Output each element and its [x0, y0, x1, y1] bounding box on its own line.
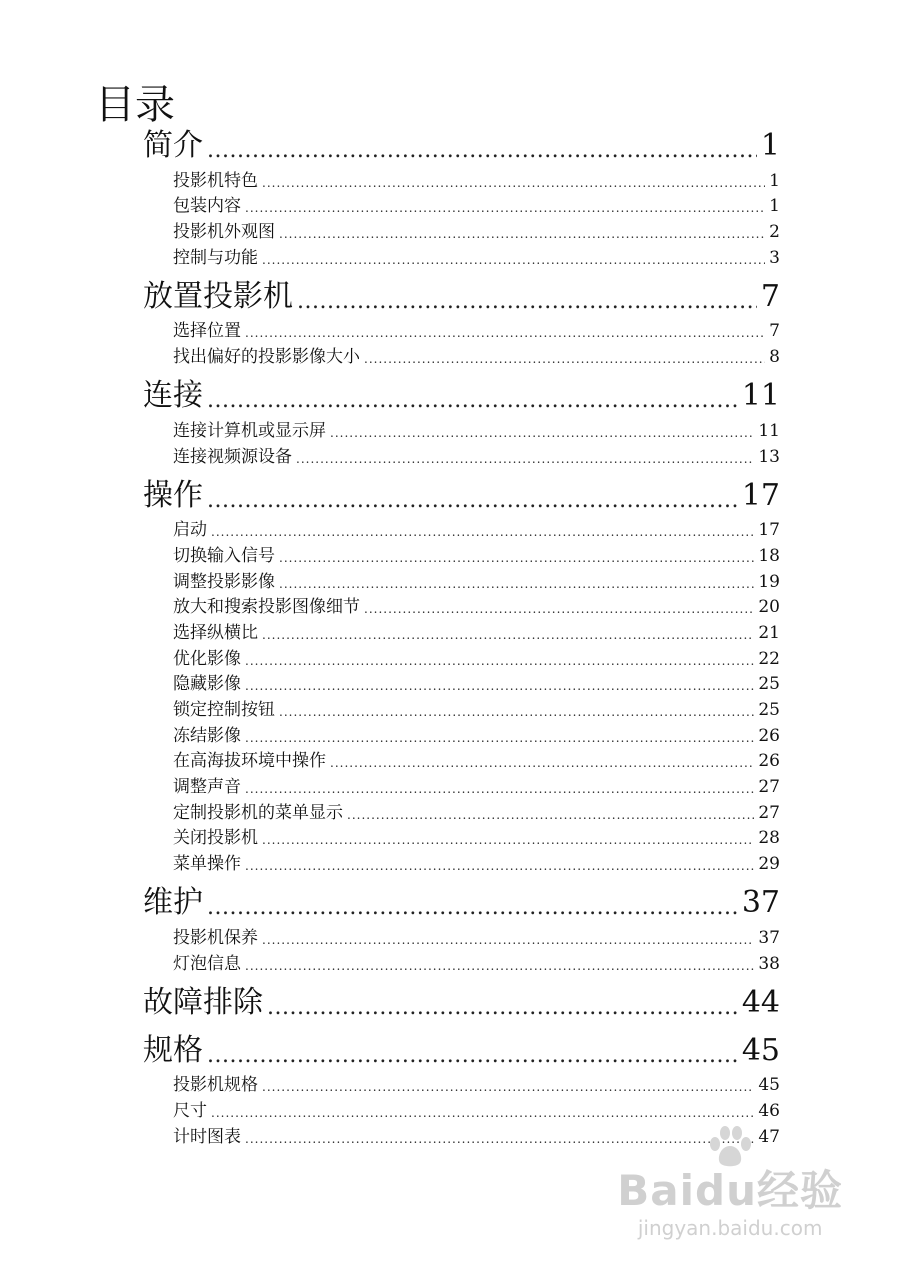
toc-subsection-entry[interactable] — [143, 949, 780, 975]
dot-leader — [262, 1078, 754, 1096]
toc-subsection-entry[interactable] — [143, 567, 780, 593]
toc-subsection-entry[interactable] — [143, 516, 780, 542]
subsection-title: 优化影像 — [173, 648, 241, 669]
dot-leader — [364, 600, 754, 618]
subsection-title: 选择纵横比 — [173, 622, 258, 643]
dot-leader — [245, 677, 754, 695]
subsection-title: 定制投影机的菜单显示 — [173, 802, 343, 823]
subsection-title: 包装内容 — [173, 196, 241, 217]
toc-subsection-list — [143, 923, 780, 974]
dot-leader — [262, 931, 754, 949]
dot-leader — [330, 754, 754, 772]
dot-leader — [245, 1130, 754, 1148]
paw-icon — [705, 1124, 755, 1170]
subsection-title: 连接计算机或显示屏 — [173, 420, 326, 441]
subsection-page-number: 17 — [758, 520, 780, 541]
toc-subsection-entry[interactable] — [143, 541, 780, 567]
subsection-title: 连接视频源设备 — [173, 446, 292, 467]
toc-section-entry[interactable] — [143, 277, 780, 317]
dot-leader — [207, 893, 738, 923]
dot-leader — [245, 199, 765, 217]
toc-subsection-entry[interactable] — [143, 1071, 780, 1097]
dot-leader — [207, 136, 757, 166]
dot-leader — [279, 549, 754, 567]
watermark-logo-text: Baidu经验 — [617, 1166, 843, 1215]
toc-section — [143, 476, 780, 876]
section-title: 规格 — [143, 1032, 203, 1068]
section-title: 连接 — [143, 378, 203, 414]
subsection-page-number: 25 — [758, 700, 780, 720]
table-of-contents — [143, 126, 780, 1150]
subsection-page-number: 21 — [758, 622, 780, 643]
toc-section-entry[interactable] — [143, 476, 780, 516]
dot-leader — [207, 386, 738, 416]
subsection-page-number: 26 — [758, 725, 780, 746]
page-title: 目录 — [95, 81, 175, 128]
baidu-watermark — [617, 1158, 843, 1240]
toc-section — [143, 376, 780, 467]
subsection-title: 锁定控制按钮 — [173, 700, 275, 720]
toc-subsection-entry[interactable] — [143, 243, 780, 269]
toc-subsection-entry[interactable] — [143, 849, 780, 875]
toc-subsection-entry[interactable] — [143, 695, 780, 721]
dot-leader — [245, 857, 754, 875]
section-page-number: 45 — [741, 1032, 780, 1068]
subsection-page-number: 27 — [758, 777, 780, 798]
toc-subsection-list — [143, 516, 780, 876]
dot-leader — [207, 486, 738, 516]
subsection-title: 控制与功能 — [173, 247, 258, 268]
toc-section-entry[interactable] — [143, 376, 780, 416]
subsection-page-number: 8 — [769, 347, 780, 368]
subsection-title: 隐藏影像 — [173, 674, 241, 695]
dot-leader — [279, 225, 765, 243]
dot-leader — [245, 780, 754, 798]
subsection-title: 找出偏好的投影影像大小 — [173, 347, 360, 368]
subsection-page-number: 26 — [758, 751, 780, 772]
section-title: 维护 — [143, 885, 203, 921]
dot-leader — [297, 287, 757, 317]
subsection-page-number: 38 — [758, 953, 780, 974]
subsection-title: 尺寸 — [173, 1100, 207, 1121]
toc-subsection-entry[interactable] — [143, 416, 780, 442]
subsection-title: 投影机规格 — [173, 1075, 258, 1096]
watermark-logo — [617, 1158, 843, 1218]
section-page-number: 11 — [741, 378, 780, 414]
subsection-page-number: 45 — [758, 1075, 780, 1096]
subsection-page-number: 18 — [758, 545, 780, 566]
section-page-number: 17 — [741, 477, 780, 513]
toc-section-entry[interactable] — [143, 883, 780, 923]
subsection-title: 切换输入信号 — [173, 545, 275, 566]
dot-leader — [245, 957, 754, 975]
subsection-page-number: 1 — [769, 170, 780, 191]
dot-leader — [245, 652, 754, 670]
dot-leader — [211, 1104, 754, 1122]
toc-section — [143, 983, 780, 1023]
toc-subsection-entry[interactable] — [143, 644, 780, 670]
toc-subsection-list — [143, 1071, 780, 1148]
dot-leader — [207, 1041, 738, 1071]
dot-leader — [330, 424, 754, 442]
toc-subsection-entry[interactable] — [143, 442, 780, 468]
toc-subsection-entry[interactable] — [143, 747, 780, 773]
dot-leader — [211, 523, 754, 541]
dot-leader — [245, 729, 754, 747]
dot-leader — [279, 703, 754, 721]
dot-leader — [296, 450, 754, 468]
subsection-page-number: 2 — [769, 222, 780, 243]
dot-leader — [262, 251, 765, 269]
toc-subsection-entry[interactable] — [143, 593, 780, 619]
subsection-page-number: 28 — [758, 828, 780, 849]
subsection-page-number: 1 — [769, 196, 780, 217]
subsection-page-number: 46 — [758, 1100, 780, 1121]
subsection-page-number: 19 — [758, 571, 780, 592]
toc-section-entry[interactable] — [143, 126, 780, 166]
subsection-page-number: 11 — [758, 420, 780, 441]
toc-subsection-entry[interactable] — [143, 166, 780, 192]
section-title: 故障排除 — [143, 984, 263, 1020]
section-title: 操作 — [143, 477, 203, 513]
toc-section — [143, 1031, 780, 1148]
toc-section — [143, 883, 780, 974]
dot-leader — [347, 806, 754, 824]
toc-subsection-entry[interactable] — [143, 342, 780, 368]
subsection-title: 冻结影像 — [173, 725, 241, 746]
watermark-url: jingyan.baidu.com — [637, 1216, 823, 1240]
section-page-number: 7 — [760, 278, 780, 314]
toc-section — [143, 277, 780, 368]
toc-section-entry[interactable] — [143, 1031, 780, 1071]
toc-subsection-entry[interactable] — [143, 670, 780, 696]
dot-leader — [262, 626, 754, 644]
section-title: 放置投影机 — [143, 278, 293, 314]
subsection-title: 投影机保养 — [173, 927, 258, 948]
subsection-title: 菜单操作 — [173, 854, 241, 875]
toc-subsection-entry[interactable] — [143, 772, 780, 798]
toc-subsection-entry[interactable] — [143, 798, 780, 824]
subsection-page-number: 22 — [758, 648, 780, 669]
toc-section-entry[interactable] — [143, 983, 780, 1023]
subsection-title: 选择位置 — [173, 321, 241, 342]
subsection-page-number: 27 — [758, 802, 780, 823]
subsection-page-number: 7 — [769, 321, 780, 342]
subsection-title: 关闭投影机 — [173, 828, 258, 849]
toc-subsection-list — [143, 317, 780, 368]
toc-subsection-list — [143, 166, 780, 269]
dot-leader — [279, 575, 754, 593]
subsection-title: 计时图表 — [173, 1126, 241, 1147]
subsection-page-number: 13 — [758, 446, 780, 467]
toc-subsection-entry[interactable] — [143, 317, 780, 343]
subsection-page-number: 25 — [758, 674, 780, 695]
subsection-title: 在高海拔环境中操作 — [173, 751, 326, 772]
dot-leader — [267, 993, 738, 1023]
subsection-title: 启动 — [173, 520, 207, 541]
subsection-page-number: 47 — [758, 1126, 780, 1147]
subsection-title: 投影机外观图 — [173, 222, 275, 243]
subsection-title: 投影机特色 — [173, 170, 258, 191]
section-page-number: 44 — [741, 984, 780, 1020]
toc-subsection-entry[interactable] — [143, 824, 780, 850]
subsection-title: 调整声音 — [173, 777, 241, 798]
toc-subsection-entry[interactable] — [143, 923, 780, 949]
toc-subsection-entry[interactable] — [143, 618, 780, 644]
dot-leader — [364, 350, 765, 368]
toc-subsection-entry[interactable] — [143, 1096, 780, 1122]
dot-leader — [262, 831, 754, 849]
toc-subsection-list — [143, 416, 780, 467]
toc-section — [143, 126, 780, 269]
section-page-number: 1 — [760, 128, 780, 163]
dot-leader — [262, 174, 765, 192]
subsection-page-number: 3 — [769, 247, 780, 268]
section-page-number: 37 — [741, 885, 780, 921]
subsection-page-number: 37 — [758, 927, 780, 948]
toc-subsection-entry[interactable] — [143, 721, 780, 747]
section-title: 简介 — [143, 128, 203, 163]
subsection-title: 放大和搜索投影图像细节 — [173, 597, 360, 618]
toc-subsection-entry[interactable] — [143, 217, 780, 243]
dot-leader — [245, 324, 765, 342]
subsection-page-number: 29 — [758, 854, 780, 875]
toc-subsection-entry[interactable] — [143, 192, 780, 218]
subsection-page-number: 20 — [758, 597, 780, 618]
toc-subsection-entry[interactable] — [143, 1122, 780, 1148]
subsection-title: 灯泡信息 — [173, 953, 241, 974]
subsection-title: 调整投影影像 — [173, 571, 275, 592]
